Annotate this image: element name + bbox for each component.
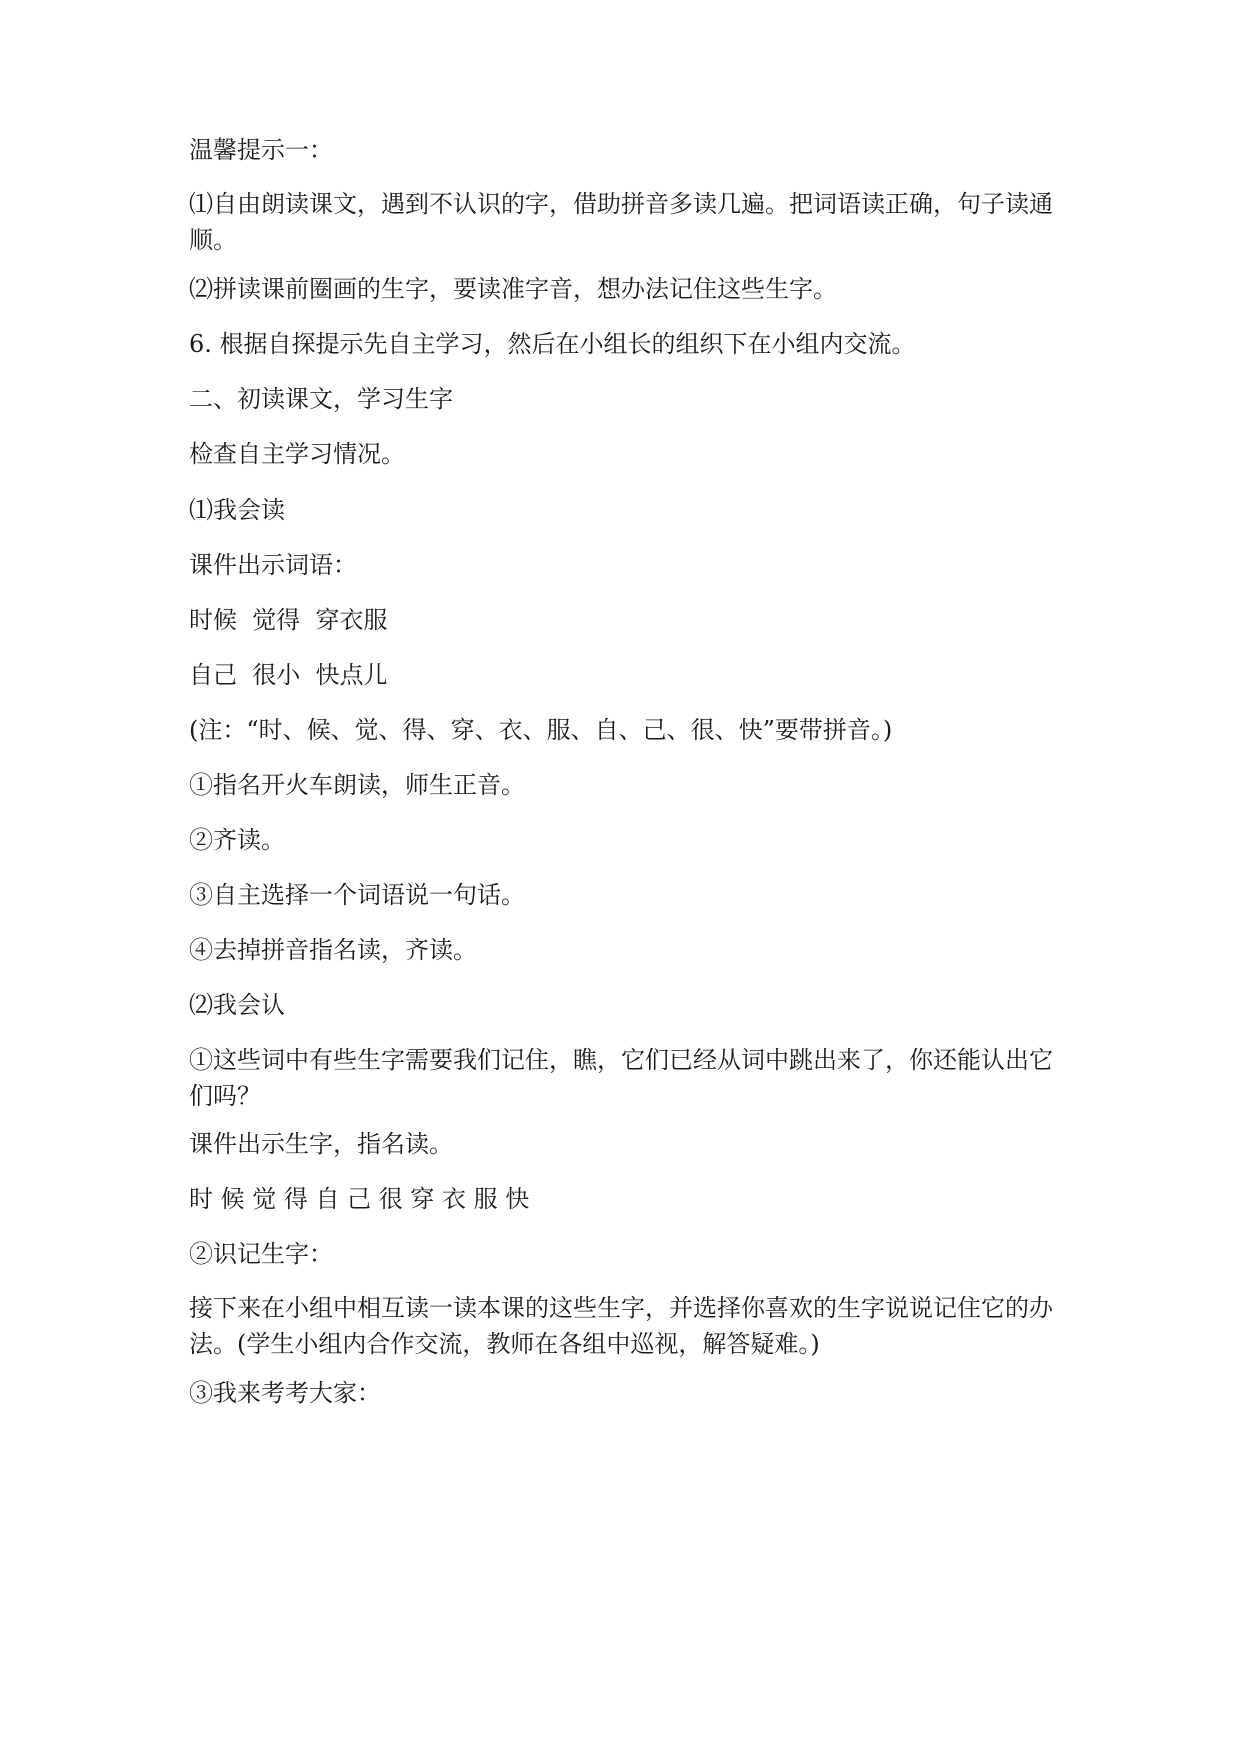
- paragraph-words-intro: 课件出示词语：: [189, 551, 357, 579]
- character-list: 时 候 觉 得 自 己 很 穿 衣 服 快: [189, 1185, 530, 1213]
- section-heading-2: 二、初读课文，学习生字: [189, 385, 453, 413]
- list-item-3: ③自主选择一个词语说一句话。: [189, 881, 525, 909]
- list-item-memorize: ②识记生字：: [189, 1240, 333, 1268]
- note-pinyin: (注：“时、候、觉、得、穿、衣、服、自、己、很、快”要带拼音。): [189, 716, 893, 744]
- paragraph-characters-intro: 课件出示生字，指名读。: [189, 1130, 453, 1158]
- tip-item-1: ⑴自由朗读课文，遇到不认识的字，借助拼音多读几遍。把词语读正确，句子读通顺。: [189, 190, 1053, 254]
- paragraph-group-work: 接下来在小组中相互读一读本课的这些生字，并选择你喜欢的生字说说记住它的办法。(学生小组内合作交流，教师在各组中巡视，解答疑难。): [189, 1294, 1053, 1358]
- paragraph-check: 检查自主学习情况。: [189, 440, 405, 468]
- list-item-1: ①指名开火车朗读，师生正音。: [189, 771, 525, 799]
- subheading-read: ⑴我会读: [189, 496, 285, 524]
- list-item-2: ②齐读。: [189, 826, 285, 854]
- paragraph-recognize: ①这些词中有些生字需要我们记住，瞧，它们已经从词中跳出来了，你还能认出它们吗？: [189, 1046, 1053, 1110]
- tip-item-2: ⑵拼读课前圈画的生字，要读准字音，想办法记住这些生字。: [189, 275, 837, 303]
- word-list-1: 时候 觉得 穿衣服: [189, 606, 388, 634]
- list-item-quiz: ③我来考考大家：: [189, 1379, 381, 1407]
- subheading-recognize: ⑵我会认: [189, 991, 285, 1019]
- list-item-4: ④去掉拼音指名读，齐读。: [189, 936, 477, 964]
- word-list-2: 自己 很小 快点儿: [189, 661, 388, 689]
- step-6: 6. 根据自探提示先自主学习，然后在小组长的组织下在小组内交流。: [189, 330, 916, 358]
- tip-heading: 温馨提示一：: [189, 136, 333, 164]
